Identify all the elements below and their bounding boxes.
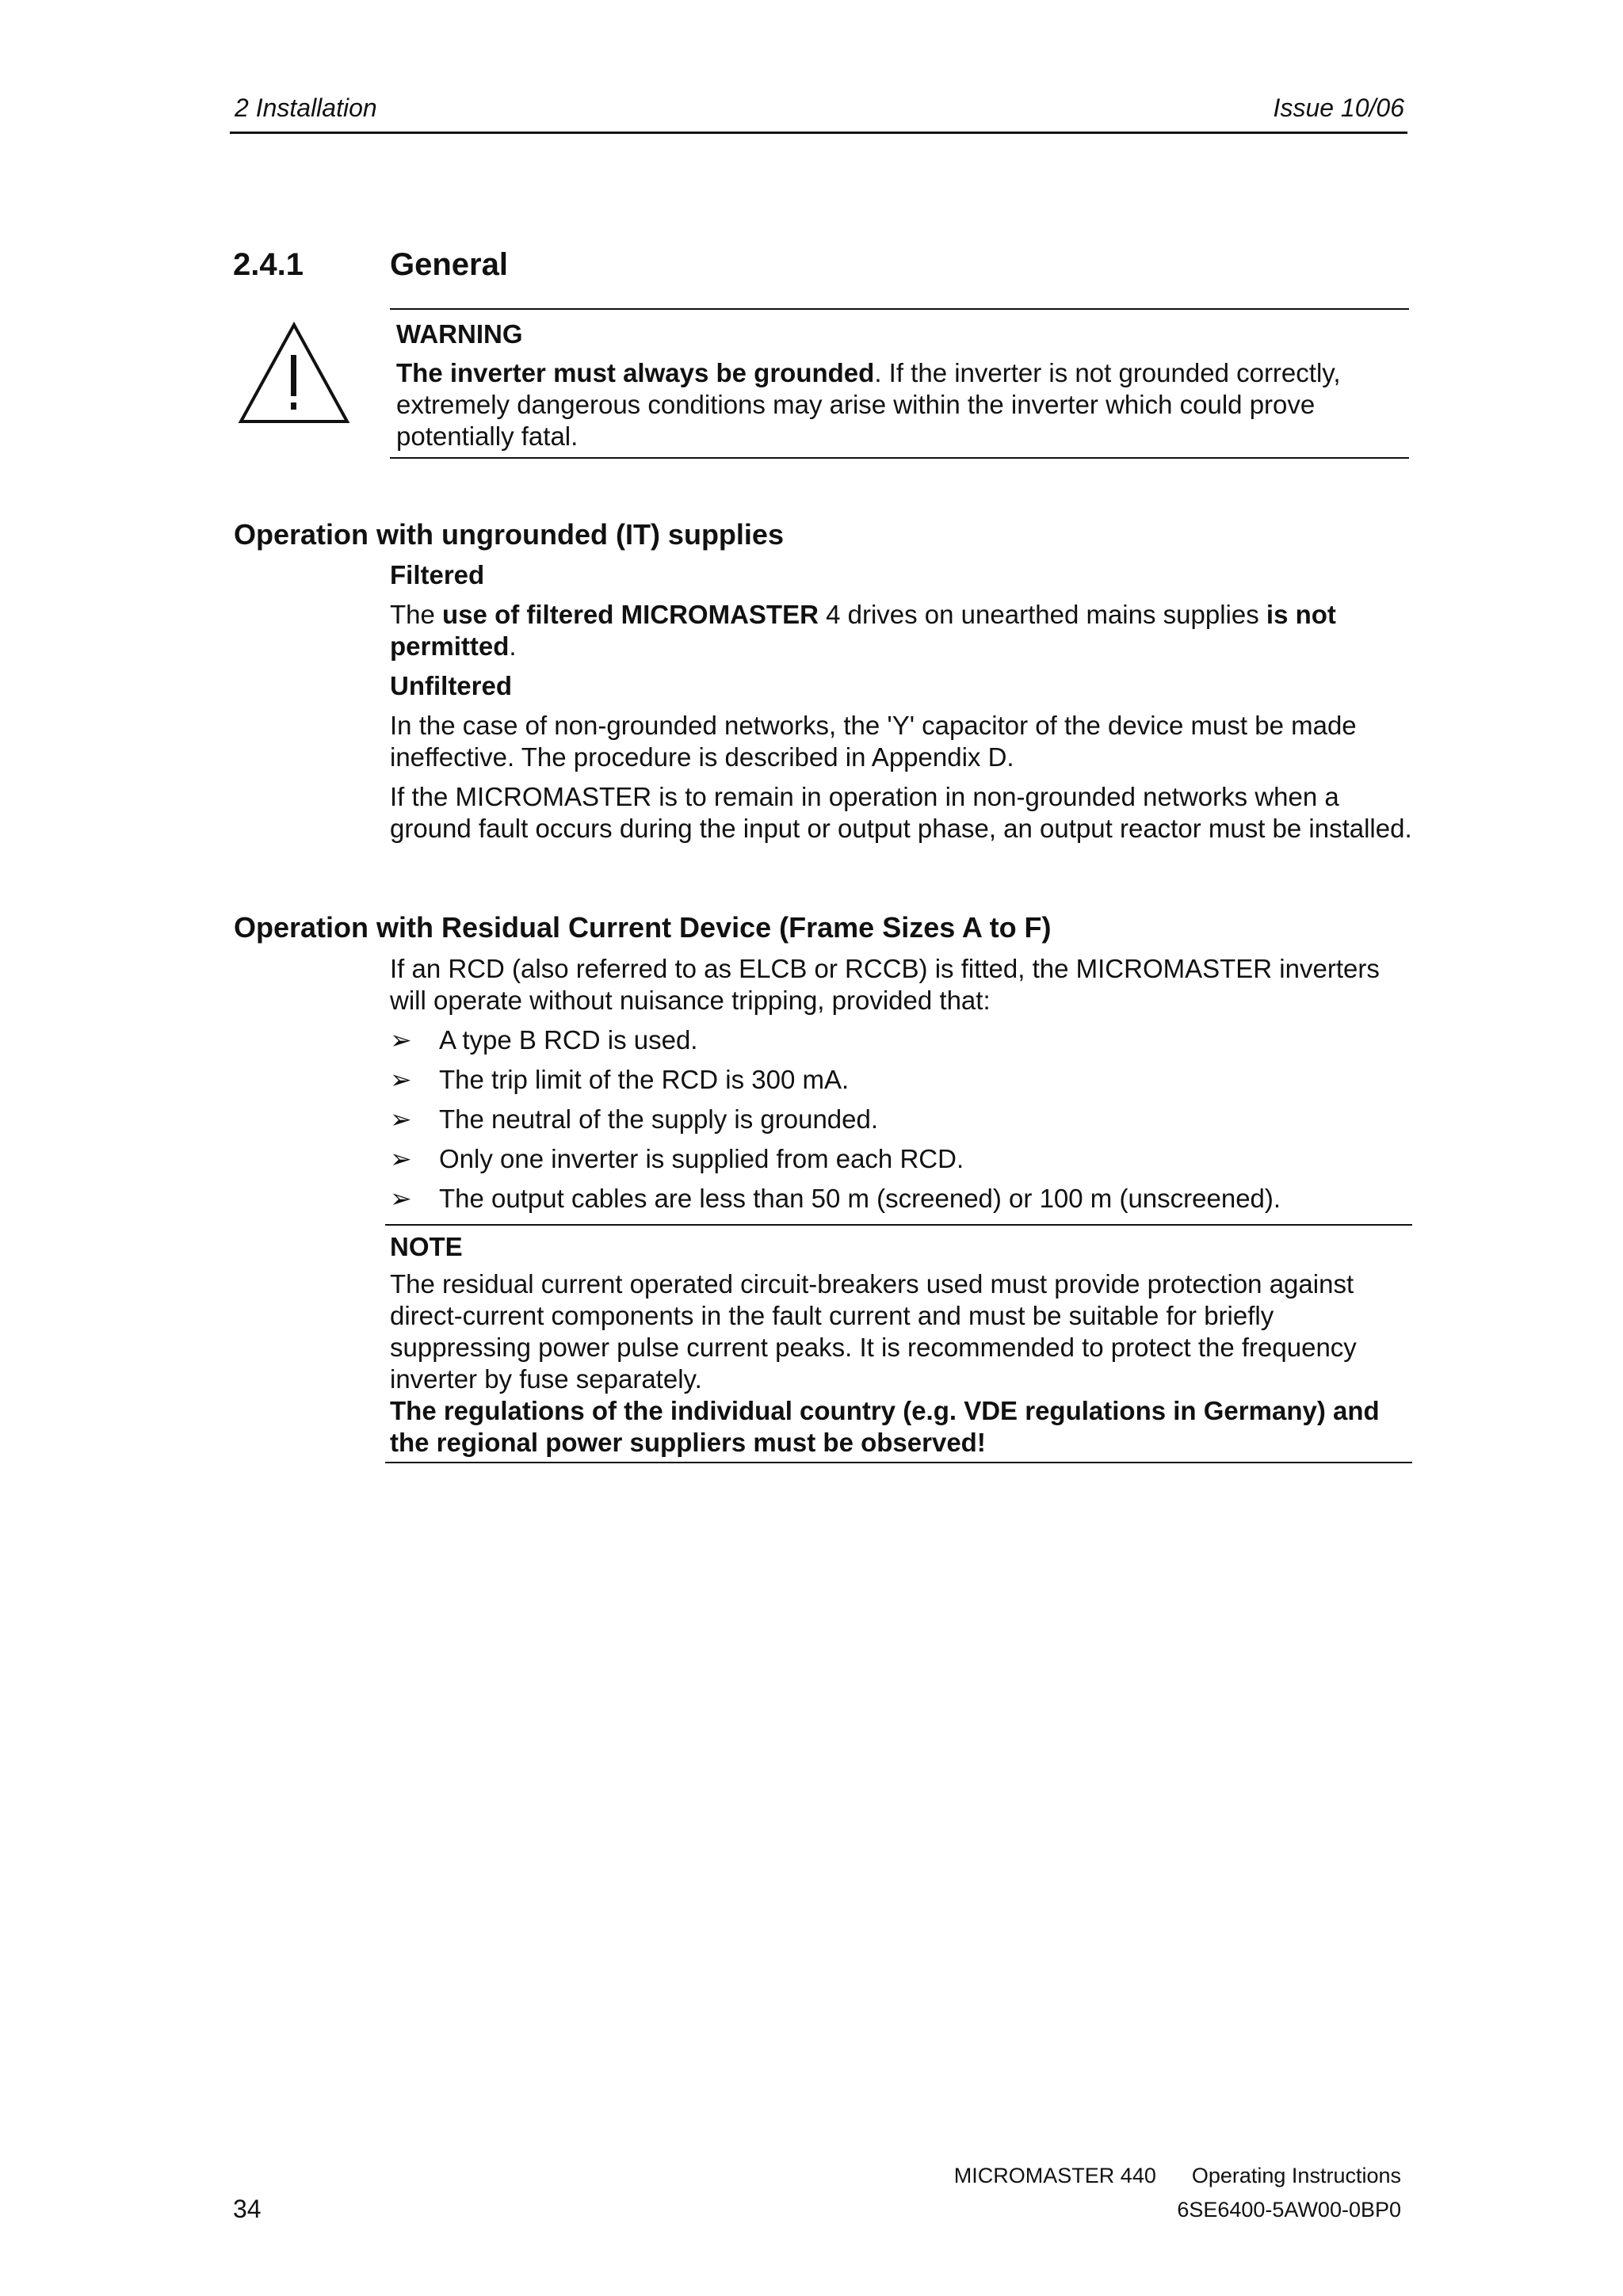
note-label: NOTE xyxy=(390,1232,463,1261)
warning-bold-text: The inverter must always be grounded xyxy=(396,358,875,387)
note-bold-text: The regulations of the individual country (e.g. VDE regulations in Germany) and the regional power suppliers must be observed! xyxy=(390,1396,1380,1457)
list-item xyxy=(390,1064,1412,1096)
filtered-bold-1: use of filtered MICROMASTER xyxy=(442,600,819,629)
footer-product: MICROMASTER 440 Operating Instructions xyxy=(953,2164,1401,2187)
warning-box xyxy=(390,308,1409,459)
filtered-text-1: The xyxy=(390,600,443,629)
note-box xyxy=(385,1224,1412,1463)
note-text: The residual current operated circuit-breakers used must provide protection against direct-current components in the fault current and must be suitable for briefly suppressing power pulse current peaks. It is recommended to protect the frequency inverter by fuse separately. xyxy=(390,1269,1357,1394)
unfiltered-paragraph-1: In the case of non-grounded networks, the 'Y' capacitor of the device must be made ineffective. The procedure is described in Appendix D. xyxy=(390,711,1357,772)
page-number: 34 xyxy=(233,2195,262,2223)
header-chapter: 2 Installation xyxy=(235,93,377,122)
filtered-text-2: 4 drives on unearthed mains supplies xyxy=(818,600,1266,629)
list-item xyxy=(390,1104,1412,1135)
header-issue: Issue 10/06 xyxy=(1273,93,1404,122)
unfiltered-paragraph-2: If the MICROMASTER is to remain in operation in non-grounded networks when a ground fault occurs during the input or output phase, an output reactor must be installed. xyxy=(390,782,1412,843)
list-item-text: The trip limit of the RCD is 300 mA. xyxy=(439,1065,850,1094)
section-title: General xyxy=(390,247,508,282)
rcd-conditions-list xyxy=(390,1024,1412,1215)
arrow-bullet-icon: ➢ xyxy=(390,1184,412,1213)
rcd-content xyxy=(390,953,1412,1222)
filtered-bold-2: is not permitted xyxy=(390,600,1336,661)
section-number: 2.4.1 xyxy=(233,247,304,282)
footer-doc-code: 6SE6400-5AW00-0BP0 xyxy=(1177,2198,1401,2222)
list-item-text: Only one inverter is supplied from each RCD. xyxy=(439,1144,964,1173)
warning-body-text: . If the inverter is not grounded correctly, extremely dangerous conditions may arise within the inverter which could prove potentially fatal. xyxy=(396,358,1341,451)
rcd-heading: Operation with Residual Current Device (Frame Sizes A to F) xyxy=(234,911,1052,944)
header-rule xyxy=(230,132,1407,134)
list-item-text: The output cables are less than 50 m (screened) or 100 m (unscreened). xyxy=(439,1184,1281,1213)
list-item xyxy=(390,1143,1412,1175)
it-supplies-heading: Operation with ungrounded (IT) supplies xyxy=(234,518,784,551)
list-item xyxy=(390,1183,1412,1215)
arrow-bullet-icon: ➢ xyxy=(390,1144,412,1173)
warning-triangle-icon xyxy=(238,322,350,429)
it-supplies-content xyxy=(390,559,1412,845)
filtered-paragraph xyxy=(390,599,1412,662)
warning-label: WARNING xyxy=(396,319,523,349)
arrow-bullet-icon: ➢ xyxy=(390,1065,412,1094)
arrow-bullet-icon: ➢ xyxy=(390,1025,412,1055)
list-item-text: The neutral of the supply is grounded. xyxy=(439,1104,879,1134)
filtered-text-3: . xyxy=(509,631,517,661)
list-item-text: A type B RCD is used. xyxy=(439,1025,698,1055)
list-item xyxy=(390,1024,1412,1056)
filtered-label: Filtered xyxy=(390,560,485,589)
unfiltered-label: Unfiltered xyxy=(390,671,513,700)
rcd-intro: If an RCD (also referred to as ELCB or RCCB) is fitted, the MICROMASTER inverters will operate without nuisance tripping, provided that: xyxy=(390,954,1380,1015)
warning-text xyxy=(396,357,1403,452)
arrow-bullet-icon: ➢ xyxy=(390,1104,412,1134)
